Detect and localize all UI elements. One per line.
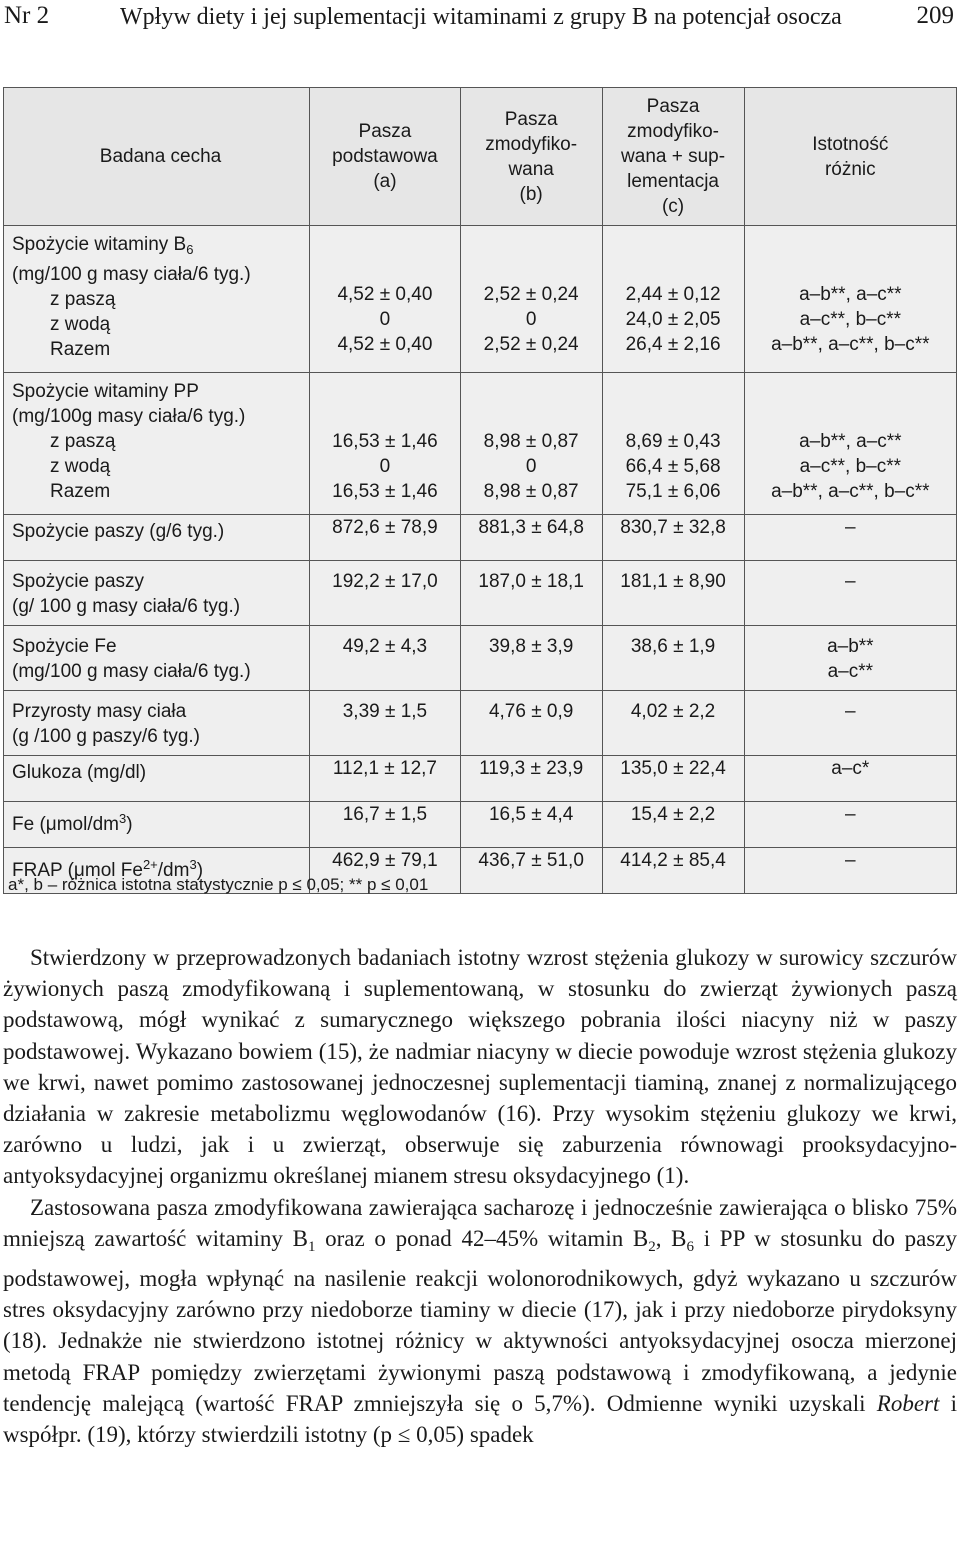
- table-footnote: a*, b – różnica istotna statystycznie p ≤ 0,05; ** p ≤ 0,01: [8, 875, 429, 894]
- cell-group-c: 135,0 ± 22,4: [602, 756, 744, 802]
- table-row-weight-gain: [4, 691, 957, 756]
- cell-significance: a–b**, a–c** a–c**, b–c** a–b**, a–c**, b–c**: [744, 373, 956, 515]
- cell-group-a: 49,2 ± 4,3: [310, 626, 461, 691]
- cell-group-b: 39,8 ± 3,9: [460, 626, 602, 691]
- header-significance: Istotność różnic: [744, 88, 956, 226]
- table-row-vitamin-pp: [4, 373, 957, 515]
- header-group-b: Pasza zmodyfiko- wana (b): [460, 88, 602, 226]
- cell-group-c: 4,02 ± 2,2: [602, 691, 744, 756]
- cell-group-a: 16,53 ± 1,46 0 16,53 ± 1,46: [310, 373, 461, 515]
- row-label: Glukoza (mg/dl): [4, 756, 310, 802]
- journal-issue: Nr 2: [4, 2, 50, 29]
- cell-group-b: 4,76 ± 0,9: [460, 691, 602, 756]
- cell-group-a: 462,9 ± 79,1: [310, 848, 461, 894]
- page-number: 209: [916, 2, 954, 29]
- cell-group-c: 414,2 ± 85,4: [602, 848, 744, 894]
- cell-significance: a–b**, a–c** a–c**, b–c** a–b**, a–c**, b–c**: [744, 226, 956, 373]
- author-name: Robert: [876, 1390, 940, 1416]
- cell-group-a: 4,52 ± 0,40 0 4,52 ± 0,40: [310, 226, 461, 373]
- paragraph: Zastosowana pasza zmodyfikowana zawierająca sacharozę i jednocześnie zawierająca o blisko 75% mniejszą zawartość witaminy $B_1$ oraz o ponad 42–45% witamin $B_2$, $B_6$ i PP w stosunku do paszy podstawowej, mogła wpłynąć na nasilenie reakcji wolonorodnikowych, gdyż wykazano u szczurów stres oksydacyjny zarówno przy niedoborze tiaminy w diecie (17), jak i przy niedoborze pirydoksyny (18). Jednakże nie stwierdzono istotnej różnicy w aktywności antyoksydacyjnej osocza mierzonej metodą FRAP pomiędzy zwierzętami żywionymi paszą podstawową i zmodyfikowaną, a jedynie tendencję malejącą (wartość FRAP zmniejszyła się o 5,7%). Odmienne wyniki uzyskali Robert i współpr. (19), którzy stwierdzili istotny (p ≤ 0,05) spadek: [3, 1194, 957, 1448]
- cell-group-a: 872,6 ± 78,9: [310, 515, 461, 561]
- cell-group-a: 16,7 ± 1,5: [310, 802, 461, 848]
- cell-group-b: 187,0 ± 18,1: [460, 561, 602, 626]
- row-label: Spożycie witaminy PP (mg/100g masy ciała/6 tyg.) z paszą z wodą Razem: [4, 373, 310, 515]
- header-group-c: Pasza zmodyfiko- wana + sup- lementacja (c): [602, 88, 744, 226]
- paragraph: Stwierdzony w przeprowadzonych badaniach istotny wzrost stężenia glukozy w surowicy szczurów żywionych paszą zmodyfikowaną i suplementowaną, w stosunku do zwierząt żywionych paszą podstawową, mógł wynikać z sumarycznego większego pobrania ilości niacyny niż w paszy podstawowej. Wykazano bowiem (15), że nadmiar niacyny w diecie powoduje wzrost stężenia glukozy we krwi, nawet pomimo zastosowanej jednoczesnej suplementacji tiaminą, znanej z normalizującego działania w zakresie metabolizmu węglowodanów (16). Przy wysokim stężeniu glukozy we krwi, zarówno u ludzi, jak i u zwierząt, obserwuje się zaburzenia równowagi prooksydacyjno-antyoksydacyjnej organizmu określanej mianem stresu oksydacyjnego (1).: [3, 945, 957, 1189]
- table-row-vitamin-b6: [4, 226, 957, 373]
- table-row-feed-intake: [4, 515, 957, 561]
- row-label: Fe $(\mu mol/dm^3)$: [4, 802, 310, 848]
- cell-group-b: 119,3 ± 23,9: [460, 756, 602, 802]
- results-table: [3, 87, 957, 894]
- table-row-fe-intake: [4, 626, 957, 691]
- cell-group-a: 3,39 ± 1,5: [310, 691, 461, 756]
- cell-significance: –: [744, 515, 956, 561]
- cell-group-c: 181,1 ± 8,90: [602, 561, 744, 626]
- row-label: Spożycie witaminy $B_6$ (mg/100 g masy ciała/6 tyg.) z paszą z wodą Razem: [4, 226, 310, 373]
- table-header-row: [4, 88, 957, 226]
- cell-group-b: 8,98 ± 0,87 0 8,98 ± 0,87: [460, 373, 602, 515]
- cell-group-c: 15,4 ± 2,2: [602, 802, 744, 848]
- row-label: Spożycie Fe (mg/100 g masy ciała/6 tyg.): [4, 626, 310, 691]
- row-label: FRAP (μmol $Fe^{2+}/dm^3$): [4, 848, 310, 894]
- row-label: Przyrosty masy ciała (g /100 g paszy/6 tyg.): [4, 691, 310, 756]
- running-title: Wpływ diety i jej suplementacji witaminami z grupy B na potencjał osocza: [120, 4, 842, 30]
- cell-group-c: 38,6 ± 1,9: [602, 626, 744, 691]
- cell-group-b: 16,5 ± 4,4: [460, 802, 602, 848]
- header-trait: Badana cecha: [4, 88, 310, 226]
- cell-significance: –: [744, 848, 956, 894]
- cell-significance: a–c*: [744, 756, 956, 802]
- cell-group-b: 881,3 ± 64,8: [460, 515, 602, 561]
- row-label: Spożycie paszy (g/ 100 g masy ciała/6 tyg.): [4, 561, 310, 626]
- cell-group-c: 8,69 ± 0,43 66,4 ± 5,68 75,1 ± 6,06: [602, 373, 744, 515]
- cell-group-a: 112,1 ± 12,7: [310, 756, 461, 802]
- table-row-glucose: [4, 756, 957, 802]
- table-row-fe-serum: [4, 802, 957, 848]
- header-group-a: Pasza podstawowa (a): [310, 88, 461, 226]
- cell-significance: –: [744, 802, 956, 848]
- body-text: [3, 942, 957, 1450]
- table-row-feed-intake-100g: [4, 561, 957, 626]
- cell-significance: –: [744, 561, 956, 626]
- cell-significance: –: [744, 691, 956, 756]
- cell-group-a: 192,2 ± 17,0: [310, 561, 461, 626]
- cell-group-b: 2,52 ± 0,24 0 2,52 ± 0,24: [460, 226, 602, 373]
- cell-group-b: 436,7 ± 51,0: [460, 848, 602, 894]
- cell-group-c: 830,7 ± 32,8: [602, 515, 744, 561]
- cell-group-c: 2,44 ± 0,12 24,0 ± 2,05 26,4 ± 2,16: [602, 226, 744, 373]
- row-label: Spożycie paszy (g/6 tyg.): [4, 515, 310, 561]
- cell-significance: a–b** a–c**: [744, 626, 956, 691]
